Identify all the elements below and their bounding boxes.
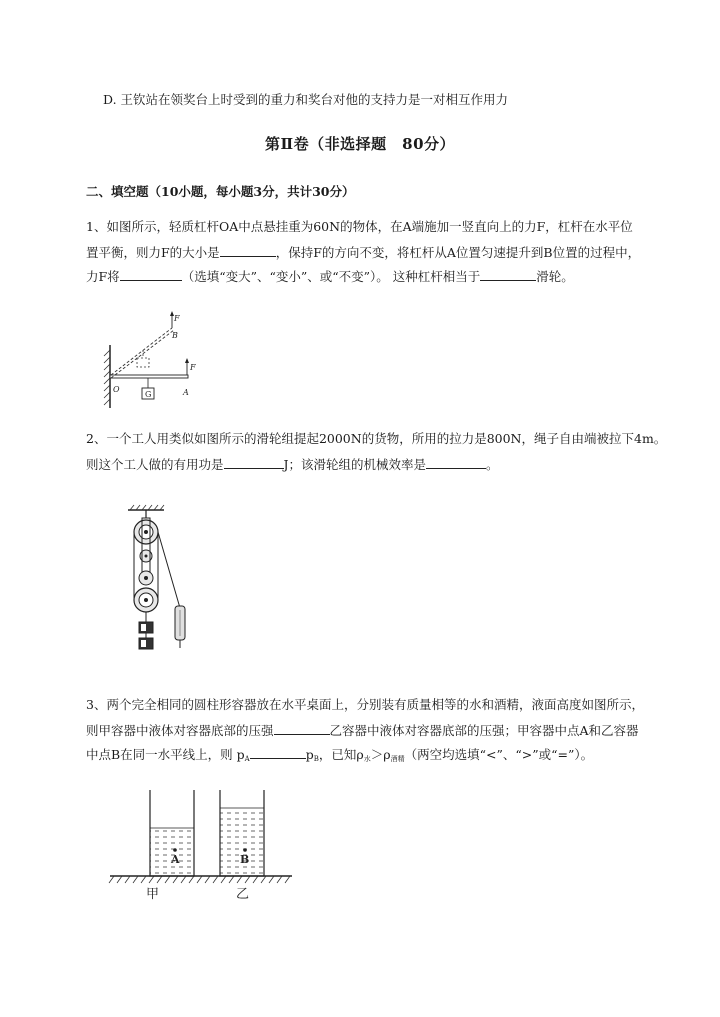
q1-blank-3[interactable] [480, 268, 536, 281]
q3-line-2-a: 则甲容器中液体对容器底部的压强 [86, 723, 274, 738]
label-b: B [172, 331, 178, 340]
label-jia: 甲 [146, 887, 160, 902]
label-f-top: F [174, 314, 180, 323]
q1-blank-2[interactable] [120, 268, 182, 281]
section-heading: 二、填空题（10小题，每小题3分，共计30分） [86, 184, 355, 199]
q3-line-1: 3、两个完全相同的圆柱形容器放在水平桌面上，分别装有质量相等的水和酒精，液面高度如图所示， [86, 697, 644, 712]
lever-figure [92, 300, 212, 415]
label-f-right: F [190, 363, 196, 372]
q2-line-2-c: 。 [486, 457, 499, 472]
q3-blank-1[interactable] [274, 722, 330, 735]
wall-hatch [104, 350, 110, 405]
q3-line-3-e: （两空均选填“<”、“>”或“=”）。 [404, 747, 594, 762]
label-point-a: A [171, 853, 180, 866]
label-a: A [183, 388, 189, 397]
q3-blank-2[interactable] [250, 746, 306, 759]
q2-line-2-b: J；该滑轮组的机械效率是 [283, 457, 427, 472]
liquid-jia [150, 828, 194, 876]
lever-raised-dashed [111, 328, 172, 375]
force-arrowhead-a [185, 358, 189, 363]
label-yi: 乙 [236, 887, 250, 902]
q2-line-2-a: 则这个工人做的有用功是 [86, 457, 224, 472]
q1-line-2-a: 置平衡，则力F的大小是 [86, 245, 220, 260]
q3-line-2-b: 乙容器中液体对容器底部的压强；甲容器中点A和乙容器 [329, 723, 639, 738]
option-d-text: D. 王钦站在领奖台上时受到的重力和奖台对他的支持力是一对相互作用力 [103, 92, 509, 107]
q1-blank-1[interactable] [220, 244, 276, 257]
point-b [243, 848, 247, 852]
q3-line-3-c: ，已知ρ [318, 747, 364, 762]
q2-blank-2[interactable] [426, 456, 486, 469]
raised-weight [137, 358, 149, 367]
q1-line-2-b: ，保持F的方向不变，将杠杆从A位置匀速提升到B位置的过程中， [275, 245, 641, 260]
q3-line-3-d: ＞ρ [370, 747, 391, 762]
sub-alcohol: 酒精 [390, 755, 405, 763]
table-hatch [109, 876, 290, 883]
point-a [173, 848, 177, 852]
part-title: 第Ⅱ卷（非选择题 80分） [264, 135, 456, 153]
q1-line-1: 1、如图所示，轻质杠杆OA中点悬挂重为60N的物体，在A端施加一竖直向上的力F，杠杆在水平位 [86, 219, 633, 234]
sub-water: 水 [363, 755, 371, 763]
q3-line-3-b: p [305, 747, 314, 762]
label-o: O [113, 385, 120, 394]
q2-line-1: 2、一个工人用类似如图所示的滑轮组提起2000N的货物，所用的拉力是800N，绳子自由端被拉下4m。 [86, 431, 667, 446]
sub-b: B [313, 755, 319, 763]
sub-a: A [244, 755, 250, 763]
q3-line-2 [86, 722, 639, 739]
q1-line-3-b: （选填“变大”、“变小”、或“不变”）。 这种杠杆相当于 [181, 269, 481, 284]
q2-blank-1[interactable] [224, 456, 284, 469]
label-point-b: B [240, 853, 250, 866]
pulley-figure [120, 500, 200, 660]
q1-line-3 [86, 268, 574, 285]
q3-line-3-a: 中点B在同一水平线上，则 p [86, 747, 245, 762]
q3-line-3 [86, 746, 593, 767]
q1-line-3-a: 力F将 [86, 269, 120, 284]
label-g: G [145, 390, 152, 399]
rope-free-end [158, 532, 180, 608]
containers-figure [106, 786, 296, 902]
q1-line-2 [86, 244, 640, 261]
q1-line-3-c: 滑轮。 [536, 269, 574, 284]
lever-raised-dashed-2 [111, 330, 174, 378]
q2-line-2 [86, 456, 499, 473]
lever-bar [110, 375, 188, 378]
